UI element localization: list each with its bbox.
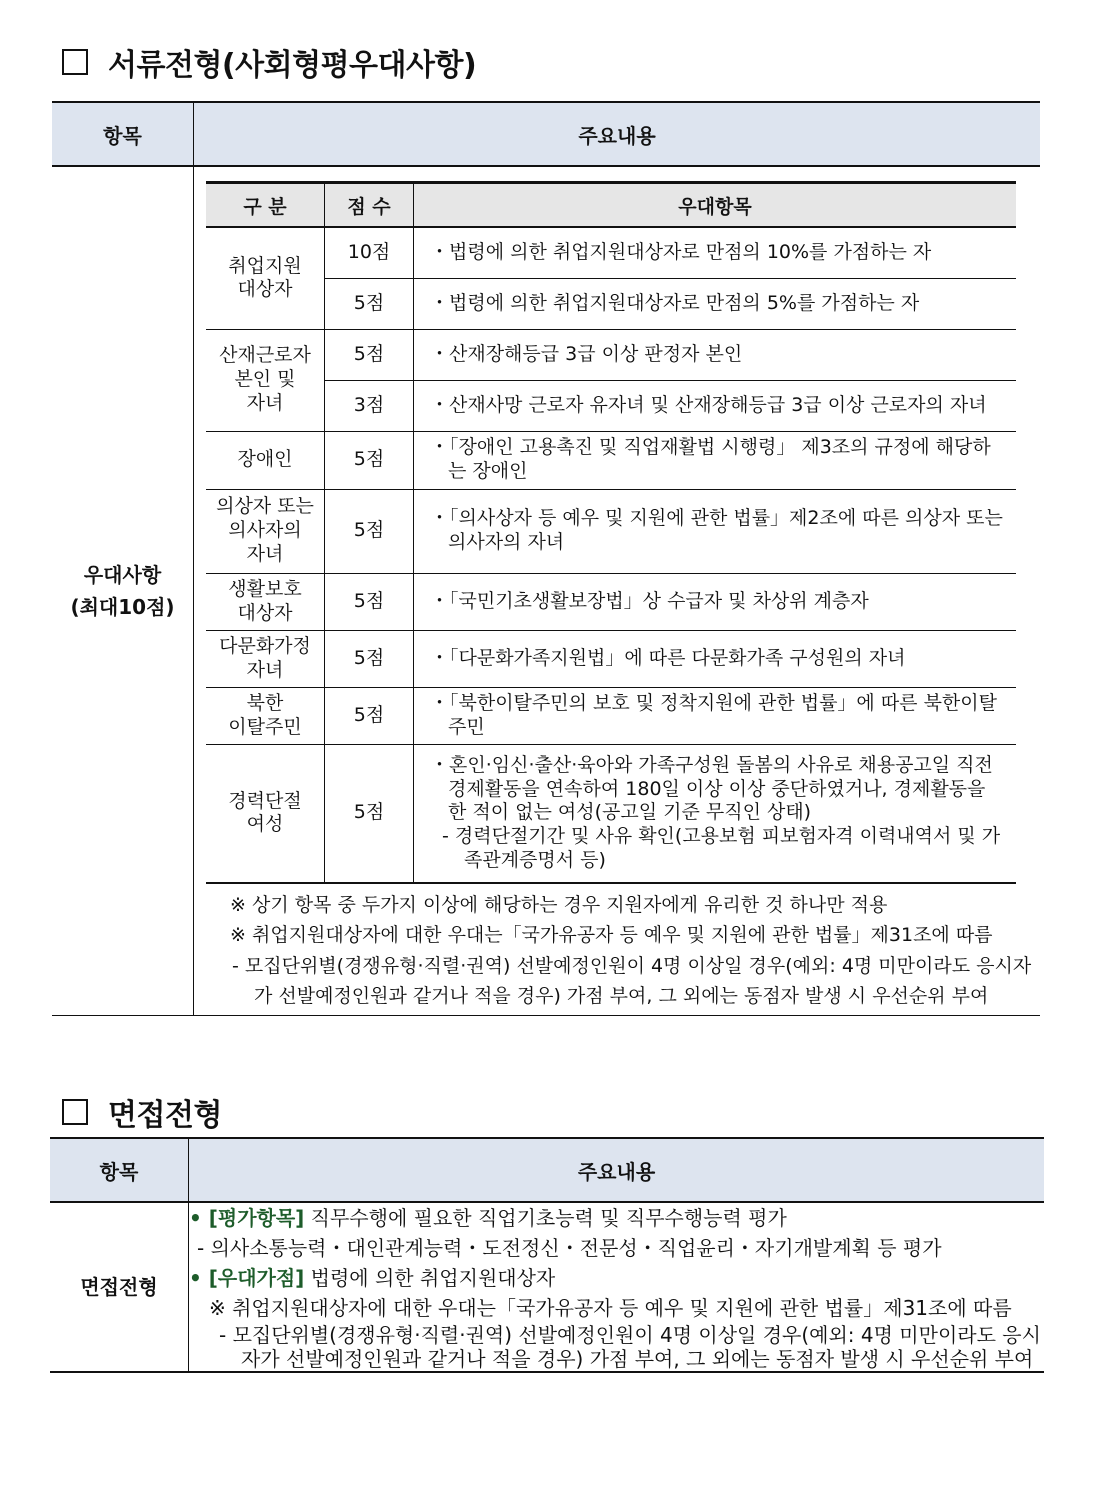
notes — [230, 890, 1040, 1012]
score-cell: 5점 — [325, 630, 414, 687]
item-cell — [414, 744, 1017, 883]
category-multicultural: 다문화가정 자녀 — [206, 630, 325, 687]
interview-note-bonus-condition: - 모집단위별(경쟁유형·직렬·권역) 선발예정인원이 4명 이상일 경우(예외: 4명 미만이라도 응시자가 선발예정인원과 같거나 적을 경우) 가점 부여, 그 외에는 동점자 발생 시 우선순위 부여 — [219, 1323, 1041, 1371]
item-cell: ・「다문화가족지원법」에 따른 다문화가족 구성원의 자녀 — [414, 630, 1017, 687]
bonus-line: • [우대가점] 법령에 의한 취업지원대상자 — [189, 1266, 556, 1290]
score-cell: 5점 — [325, 278, 414, 329]
note-law: ※ 취업지원대상자에 대한 우대는「국가유공자 등 예우 및 지원에 관한 법률」제31조에 따름 — [230, 924, 993, 947]
header-content: 주요내용 — [194, 102, 1041, 166]
score-cell: 5점 — [325, 329, 414, 380]
category-disabled: 장애인 — [206, 431, 325, 489]
item-text: ・「의사상자 등 예우 및 지원에 관한 법률」제2조에 따른 의상자 또는 의사자의 자녀 — [430, 507, 1003, 553]
preference-inner-table — [206, 181, 1016, 884]
score-cell: 3점 — [325, 380, 414, 431]
bonus-tag: [우대가점] — [208, 1266, 305, 1290]
eval-items-text: 직무수행에 필요한 직업기초능력 및 직무수행능력 평가 — [304, 1206, 787, 1230]
item-cell: ・산재장해등급 3급 이상 판정자 본인 — [414, 329, 1017, 380]
item-cell — [414, 687, 1017, 744]
interview-content — [189, 1202, 1045, 1372]
header-content: 주요내용 — [189, 1138, 1045, 1202]
section1-title: 서류전형(사회형평우대사항) — [62, 40, 476, 84]
section2-title: 면접전형 — [62, 1090, 222, 1134]
item-cell — [414, 489, 1017, 573]
note-bonus-condition: - 모집단위별(경쟁유형·직렬·권역) 선발예정인원이 4명 이상일 경우(예외: 4명 미만이라도 응시자가 선발예정인원과 같거나 적을 경우) 가점 부여, 그 외에는 동점자 발생 시 우선순위 부여 — [232, 954, 1032, 1008]
eval-items-line: • [평가항목] 직무수행에 필요한 직업기초능력 및 직무수행능력 평가 — [189, 1206, 787, 1230]
score-cell: 5점 — [325, 744, 414, 883]
category-employment-support: 취업지원 대상자 — [206, 227, 325, 329]
interview-table — [50, 1137, 1044, 1373]
preference-label-text: 우대사항 — [83, 563, 162, 587]
header-item: 항목 — [50, 1138, 189, 1202]
bonus-text: 법령에 의한 취업지원대상자 — [304, 1266, 556, 1290]
item-text: ・「장애인 고용촉진 및 직업재활법 시행령」 제3조의 규정에 해당하는 장애인 — [430, 436, 991, 482]
preference-label-sub: (최대10점) — [70, 595, 175, 619]
interview-label: 면접전형 — [50, 1202, 189, 1372]
score-cell: 5점 — [325, 489, 414, 573]
preference-label — [52, 166, 194, 1016]
note-single-apply: ※ 상기 항목 중 두가지 이상에 해당하는 경우 지원자에게 유리한 것 하나만 적용 — [230, 894, 888, 916]
interview-note-law: ※ 취업지원대상자에 대한 우대는「국가유공자 등 예우 및 지원에 관한 법률」제31조에 따름 — [209, 1296, 1012, 1320]
category-north-korean-defector: 북한 이탈주민 — [206, 687, 325, 744]
checkbox-square-icon — [62, 1099, 88, 1125]
preference-content — [194, 166, 1041, 1016]
category-industrial-accident: 산재근로자 본인 및 자녀 — [206, 329, 325, 431]
item-text: ・혼인·임신·출산·육아와 가족구성원 돌봄의 사유로 채용공고일 직전 경제활동을 연속하여 180일 이상 이상 중단하였거나, 경제활동을 한 적이 없는 여성(공고일 기준 무직인 상태) — [430, 753, 993, 824]
item-subtext: - 경력단절기간 및 사유 확인(고용보험 피보험자격 이력내역서 및 가족관계증명서 등) — [442, 825, 1001, 871]
score-cell: 5점 — [325, 573, 414, 630]
score-cell: 10점 — [325, 227, 414, 278]
inner-header-category: 구 분 — [206, 183, 325, 228]
item-cell — [414, 431, 1017, 489]
checkbox-square-icon — [62, 49, 88, 75]
inner-header-item: 우대항목 — [414, 183, 1017, 228]
category-injured-person: 의상자 또는 의사자의 자녀 — [206, 489, 325, 573]
item-text: ・「북한이탈주민의 보호 및 정착지원에 관한 법률」에 따른 북한이탈주민 — [430, 691, 997, 738]
item-cell: ・「국민기초생활보장법」상 수급자 및 차상위 계층자 — [414, 573, 1017, 630]
score-cell: 5점 — [325, 687, 414, 744]
inner-header-score: 점 수 — [325, 183, 414, 228]
item-cell: ・법령에 의한 취업지원대상자로 만점의 10%를 가점하는 자 — [414, 227, 1017, 278]
header-item: 항목 — [52, 102, 194, 166]
eval-competencies: - 의사소통능력・대인관계능력・도전정신・전문성・직업윤리・자기개발계획 등 평가 — [197, 1236, 942, 1260]
category-livelihood: 생활보호 대상자 — [206, 573, 325, 630]
item-cell: ・법령에 의한 취업지원대상자로 만점의 5%를 가점하는 자 — [414, 278, 1017, 329]
item-cell: ・산재사망 근로자 유자녀 및 산재장해등급 3급 이상 근로자의 자녀 — [414, 380, 1017, 431]
eval-items-tag: [평가항목] — [208, 1206, 305, 1230]
score-cell: 5점 — [325, 431, 414, 489]
category-career-break-women: 경력단절 여성 — [206, 744, 325, 883]
document-screening-table — [52, 101, 1040, 1016]
